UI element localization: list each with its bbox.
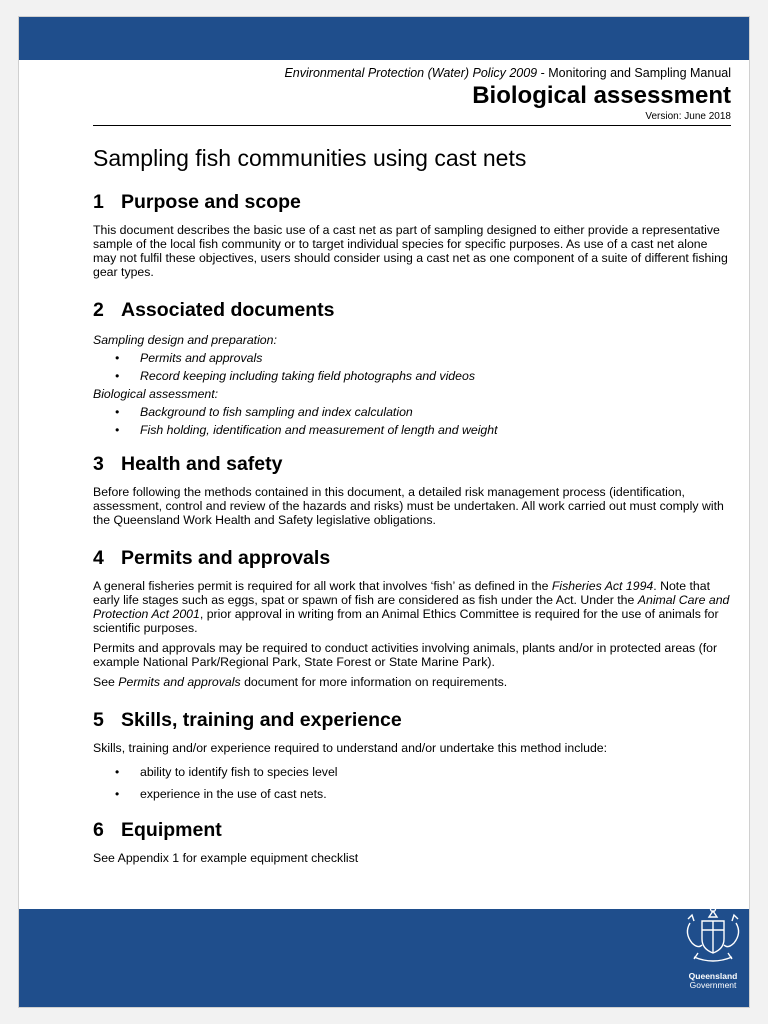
permits-document-reference: Permits and approvals [118,675,241,689]
sampling-design-label: Sampling design and preparation: [93,333,277,347]
section-title: Associated documents [121,299,335,321]
document-page [18,16,750,1008]
section-heading-health-safety [93,451,731,477]
fisheries-act-reference: Fisheries Act 1994 [551,579,654,593]
section-heading-permits [93,545,731,571]
footer-band [19,909,749,1007]
permits-paragraph-3: See Permits and approvals document for more information on requirements. [93,675,508,689]
version-label: Version: June 2018 [645,111,731,122]
list-item: • ability to identify fish to species level [93,761,731,783]
list-item: • Record keeping including taking field photographs and videos [93,367,731,385]
skills-list [93,761,731,805]
permits-paragraph-2: Permits and approvals may be required to conduct activities involving animals, plants and/or in protected areas (for example National Park/Regional Park, State Forest or State Marine Park). [93,641,718,669]
section-heading-equipment [93,817,731,843]
document-header [93,65,731,123]
section-heading-skills [93,707,731,733]
logo-text-government: Government [689,980,737,990]
logo-text-queensland: Queensland [688,971,738,981]
section-title: Purpose and scope [121,191,301,213]
biological-assessment-list [93,403,731,439]
list-item: • Background to fish sampling and index calculation [93,403,731,421]
queensland-government-logo [680,905,746,989]
document-body [93,143,731,871]
section-number: 6 [93,819,104,841]
section-number: 1 [93,191,104,213]
list-item: • experience in the use of cast nets. [93,783,731,805]
header-band [19,17,749,60]
section-title: Health and safety [121,453,283,475]
skills-paragraph: Skills, training and/or experience required to understand and/or undertake this method include: [93,741,608,755]
list-item: • Permits and approvals [93,349,731,367]
section-title: Permits and approvals [121,547,331,569]
health-safety-paragraph: Before following the methods contained in this document, a detailed risk management process (identification, assessment, control and review of the hazards and risks) must be undertaken. All work carried out must comply with the Queensland Work Health and Safety legislative obligations. [93,485,724,527]
permits-paragraph-1: A general fisheries permit is required for all work that involves ‘fish’ as defined in the Fisheries Act 1994. Note that early life stages such as eggs, spat or spawn of fish are considered as fish under the Act. Under the Animal Care and Protection Act 2001, prior approval in writing from an Animal Ethics Committee is required for the use of animals for scientific purposes. [93,579,730,635]
section-heading-purpose [93,189,731,215]
section-title: Equipment [121,819,222,841]
section-number: 5 [93,709,104,731]
manual-name: - Monitoring and Sampling Manual [537,66,731,80]
section-title: Skills, training and experience [121,709,402,731]
header-divider [93,125,731,126]
list-item: • Fish holding, identification and measurement of length and weight [93,421,731,439]
header-title: Biological assessment [472,82,731,109]
biological-assessment-label: Biological assessment: [93,387,219,401]
equipment-paragraph: See Appendix 1 for example equipment checklist [93,851,359,865]
sampling-design-list [93,349,731,385]
section-number: 2 [93,299,104,321]
section-heading-associated-documents [93,297,731,323]
purpose-paragraph: This document describes the basic use of a cast net as part of sampling designed to either provide a representative sample of the local fish community or to target individual species for specific purposes. As use of a cast net alone may not fulfil these objectives, users should consider using a cast net as one component of a suite of different fishing gear types. [93,223,728,279]
section-number: 4 [93,547,104,569]
header-policy-line [93,65,731,81]
animal-care-act-reference: Animal Care and Protection Act 2001 [93,593,730,621]
coat-of-arms-icon [680,905,746,967]
section-number: 3 [93,453,104,475]
document-title: Sampling fish communities using cast nets [93,145,527,171]
policy-name: Environmental Protection (Water) Policy 2009 [284,66,538,80]
